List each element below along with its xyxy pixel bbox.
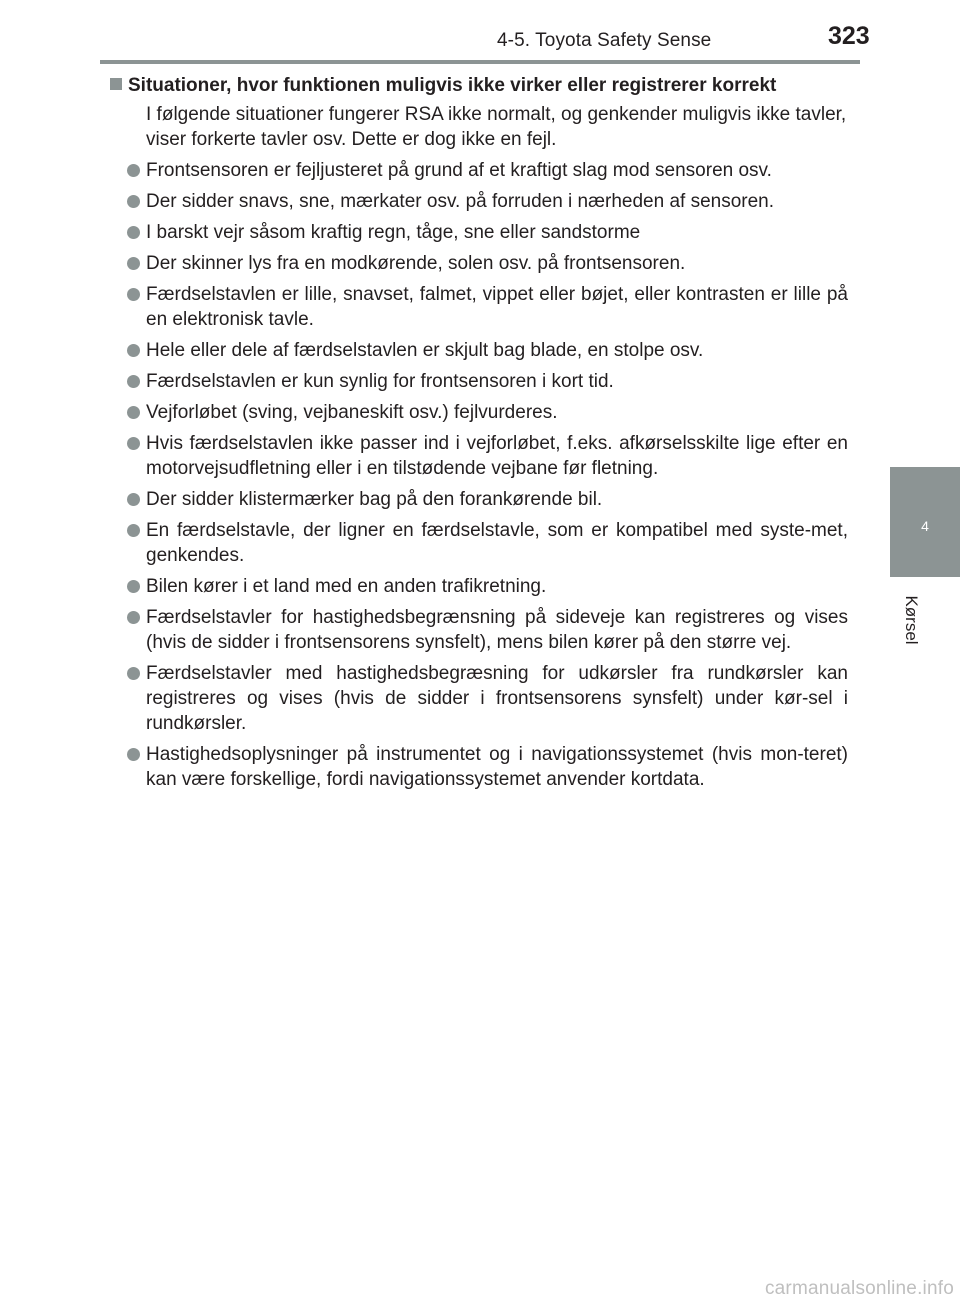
page-number: 323 <box>828 22 870 50</box>
round-bullet-icon <box>127 667 140 680</box>
round-bullet-icon <box>127 375 140 388</box>
list-item-text: Færdselstavlen er kun synlig for frontsensoren i kort tid. <box>146 371 614 392</box>
list-item <box>108 282 848 332</box>
intro-paragraph: I følgende situationer fungerer RSA ikke normalt, og genkender muligvis ikke tavler, viser forkerte tavler osv. Dette er dog ikke en fejl. <box>146 104 847 150</box>
list-item <box>108 189 848 214</box>
list-item <box>108 251 848 276</box>
list-item <box>108 369 848 394</box>
round-bullet-icon <box>127 226 140 239</box>
header-section-title: 4-5. Toyota Safety Sense <box>497 30 712 51</box>
chapter-label <box>891 580 931 660</box>
square-bullet-icon <box>110 78 122 90</box>
main-content <box>108 73 848 798</box>
chapter-title: Kørsel <box>902 595 921 645</box>
round-bullet-icon <box>127 748 140 761</box>
list-item-text: I barskt vejr såsom kraftig regn, tåge, sne eller sandstorme <box>146 222 641 243</box>
list-item <box>108 742 848 792</box>
round-bullet-icon <box>127 493 140 506</box>
list-item-text: Hele eller dele af færdselstavlen er skjult bag blade, en stolpe osv. <box>146 340 704 361</box>
round-bullet-icon <box>127 344 140 357</box>
situation-list <box>108 158 848 792</box>
list-item <box>108 338 848 363</box>
list-item-text: Færdselstavler med hastighedsbegræsning for udkørsler fra rundkørsler kan registreres og vises (hvis de sidder i frontsensorens synsfelt) under kør-sel i rundkørsler. <box>146 663 848 734</box>
round-bullet-icon <box>127 524 140 537</box>
list-item <box>108 574 848 599</box>
chapter-number: 4 <box>921 518 929 534</box>
list-item <box>108 605 848 655</box>
list-item-text: Færdselstavler for hastighedsbegrænsning på sideveje kan registreres og vises (hvis de sidder i frontsensorens synsfelt), mens bilen kører på den større vej. <box>146 607 848 653</box>
round-bullet-icon <box>127 580 140 593</box>
list-item <box>108 518 848 568</box>
round-bullet-icon <box>127 257 140 270</box>
round-bullet-icon <box>127 195 140 208</box>
list-item <box>108 158 848 183</box>
list-item <box>108 431 848 481</box>
watermark-text: carmanualsonline.info <box>764 1278 954 1299</box>
list-item-text: Hastighedsoplysninger på instrumentet og i navigationssystemet (hvis mon-teret) kan være forskellige, fordi navigationssystemet anvender kortdata. <box>146 744 848 790</box>
list-item-text: En færdselstavle, der ligner en færdselstavle, som er kompatibel med syste-met, genkendes. <box>146 520 848 566</box>
round-bullet-icon <box>127 406 140 419</box>
list-item-text: Bilen kører i et land med en anden trafikretning. <box>146 576 547 597</box>
list-item-text: Der sidder snavs, sne, mærkater osv. på forruden i nærheden af sensoren. <box>146 191 775 212</box>
round-bullet-icon <box>127 288 140 301</box>
list-item <box>108 661 848 736</box>
round-bullet-icon <box>127 611 140 624</box>
round-bullet-icon <box>127 164 140 177</box>
list-item <box>108 400 848 425</box>
list-item-text: Der skinner lys fra en modkørende, solen osv. på frontsensoren. <box>146 253 686 274</box>
header-divider <box>100 60 860 64</box>
list-item-text: Færdselstavlen er lille, snavset, falmet, vippet eller bøjet, eller kontrasten er lille på en elektronisk tavle. <box>146 284 848 330</box>
chapter-tab <box>890 467 960 577</box>
section-heading-text: Situationer, hvor funktionen muligvis ikke virker eller registrerer korrekt <box>128 75 777 96</box>
list-item-text: Der sidder klistermærker bag på den forankørende bil. <box>146 489 603 510</box>
section-heading <box>108 73 848 98</box>
list-item <box>108 487 848 512</box>
list-item-text: Frontsensoren er fejljusteret på grund af et kraftigt slag mod sensoren osv. <box>146 160 772 181</box>
list-item-text: Hvis færdselstavlen ikke passer ind i vejforløbet, f.eks. afkørselsskilte lige efter en motorvejsudfletning eller i en tilstødende vejbane før fletning. <box>146 433 848 479</box>
list-item-text: Vejforløbet (sving, vejbaneskift osv.) fejlvurderes. <box>146 402 558 423</box>
round-bullet-icon <box>127 437 140 450</box>
list-item <box>108 220 848 245</box>
